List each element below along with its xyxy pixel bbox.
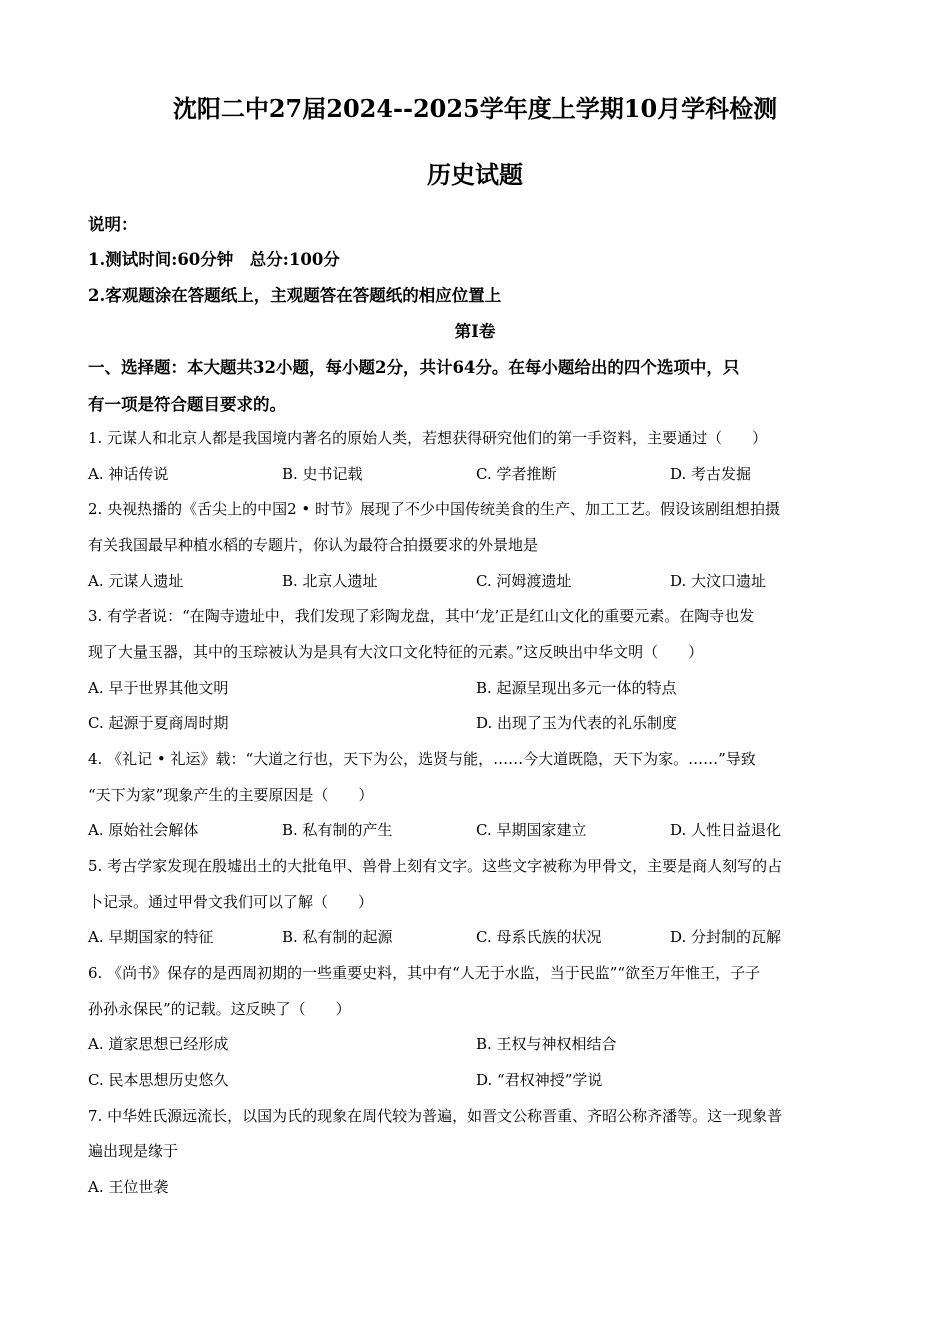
question-6-option-d: D. “君权神授”学说 — [476, 1071, 603, 1089]
question-5-option-d: D. 分封制的瓦解 — [670, 928, 782, 946]
section-intro-line-1: 一、选择题：本大题共32小题，每小题2分，共计64分。在每小题给出的四个选项中，只 — [88, 358, 740, 377]
question-2-stem-line-2: 有关我国最早种植水稻的专题片，你认为最符合拍摄要求的外景地是 — [88, 536, 539, 554]
notes-item-2: 2.客观题涂在答题纸上，主观题答在答题纸的相应位置上 — [88, 286, 502, 305]
exam-title: 沈阳二中27届2024--2025学年度上学期10月学科检测 — [172, 94, 778, 123]
question-5-option-b: B. 私有制的起源 — [282, 928, 393, 946]
question-6-stem-line-2: 孙孙永保民”的记载。这反映了（ ） — [88, 1000, 351, 1018]
question-1-option-c: C. 学者推断 — [476, 465, 557, 483]
question-7-stem-line-1: 7. 中华姓氏源远流长，以国为氏的现象在周代较为普遍，如晋文公称晋重、齐昭公称齐潘等。这一现象普 — [88, 1107, 783, 1125]
question-2-stem-line-1: 2. 央视热播的《舌尖上的中国2 • 时节》展现了不少中国传统美食的生产、加工工艺。假设该剧组想拍摄 — [88, 500, 781, 518]
question-4-option-d: D. 人性日益退化 — [670, 821, 782, 839]
question-3-stem-line-2: 现了大量玉器，其中的玉琮被认为是具有大汶口文化特征的元素。”这反映出中华文明（ ） — [88, 643, 704, 661]
question-3-option-c: C. 起源于夏商周时期 — [88, 714, 229, 732]
question-1-stem: 1. 元谋人和北京人都是我国境内著名的原始人类，若想获得研究他们的第一手资料，主要通过（ ） — [88, 429, 768, 447]
question-1-option-d: D. 考古发掘 — [670, 465, 752, 483]
question-3-option-a: A. 早于世界其他文明 — [88, 679, 229, 697]
question-2-option-c: C. 河姆渡遗址 — [476, 572, 572, 590]
question-7-option-a: A. 王位世袭 — [88, 1178, 169, 1196]
question-4-option-c: C. 早期国家建立 — [476, 821, 587, 839]
question-4-stem-line-2: “天下为家”现象产生的主要原因是（ ） — [88, 786, 374, 804]
question-3-option-d: D. 出现了玉为代表的礼乐制度 — [476, 714, 678, 732]
question-5-option-c: C. 母系氏族的状况 — [476, 928, 602, 946]
question-2-option-b: B. 北京人遗址 — [282, 572, 378, 590]
question-6-option-a: A. 道家思想已经形成 — [88, 1035, 229, 1053]
question-5-option-a: A. 早期国家的特征 — [88, 928, 214, 946]
question-4-option-b: B. 私有制的产生 — [282, 821, 393, 839]
question-6-stem-line-1: 6. 《尚书》保存的是西周初期的一些重要史料，其中有“人无于水监，当于民监”“欲至万年惟王，子子 — [88, 964, 761, 982]
question-4-stem-line-1: 4. 《礼记 • 礼运》载：“大道之行也，天下为公，选贤与能，……今大道既隐，天下为家。……”导致 — [88, 750, 756, 768]
question-7-stem-line-2: 遍出现是缘于 — [88, 1142, 179, 1160]
notes-label: 说明： — [88, 215, 138, 234]
question-4-option-a: A. 原始社会解体 — [88, 821, 199, 839]
question-1-option-a: A. 神话传说 — [88, 465, 169, 483]
question-2-option-d: D. 大汶口遗址 — [670, 572, 767, 590]
question-5-stem-line-2: 卜记录。通过甲骨文我们可以了解（ ） — [88, 893, 374, 911]
question-1-option-b: B. 史书记载 — [282, 465, 363, 483]
question-6-option-c: C. 民本思想历史悠久 — [88, 1071, 229, 1089]
question-3-stem-line-1: 3. 有学者说：“在陶寺遗址中，我们发现了彩陶龙盘，其中‘龙’正是红山文化的重要元素。在陶寺也发 — [88, 607, 755, 625]
question-5-stem-line-1: 5. 考古学家发现在殷墟出土的大批龟甲、兽骨上刻有文字。这些文字被称为甲骨文，主要是商人刻写的占 — [88, 857, 783, 875]
exam-subject-title: 历史试题 — [427, 160, 523, 189]
question-3-option-b: B. 起源呈现出多元一体的特点 — [476, 679, 677, 697]
volume-heading: 第I卷 — [454, 322, 496, 341]
question-2-option-a: A. 元谋人遗址 — [88, 572, 184, 590]
question-6-option-b: B. 王权与神权相结合 — [476, 1035, 617, 1053]
notes-item-1: 1.测试时间:60分钟 总分:100分 — [88, 250, 340, 269]
section-intro-line-2: 有一项是符合题目要求的。 — [88, 395, 286, 414]
